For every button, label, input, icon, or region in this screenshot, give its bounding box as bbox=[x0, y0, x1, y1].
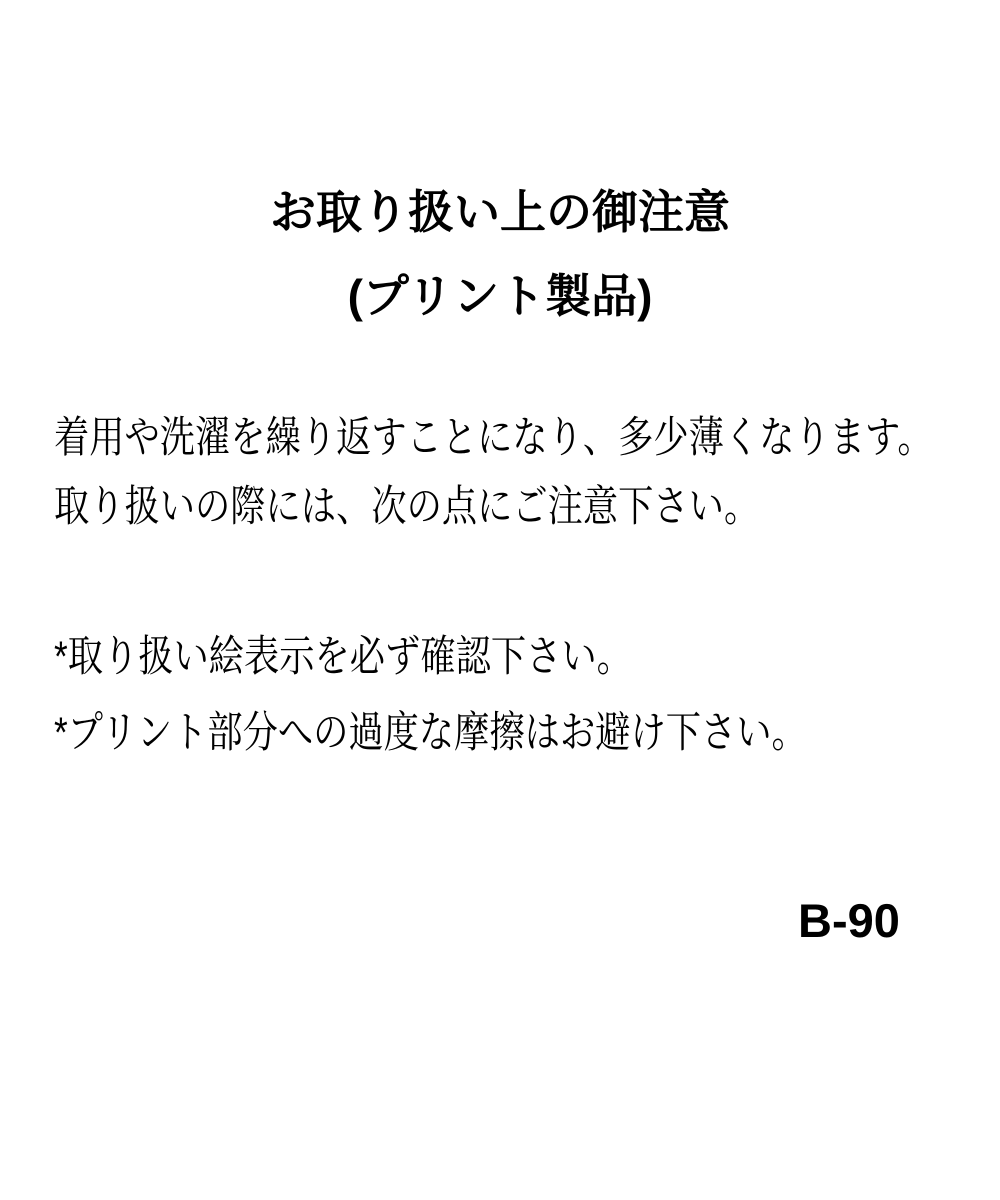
notice-title-line2: (プリント製品) bbox=[347, 270, 653, 322]
note-item-friction-warning: *プリント部分への過度な摩擦はお避け下さい。 bbox=[54, 709, 807, 757]
notice-title-line1: お取り扱い上の御注意 bbox=[270, 186, 730, 238]
note-item-care-symbols: *取り扱い絵表示を必ず確認下さい。 bbox=[54, 633, 632, 681]
intro-paragraph-line2: 取り扱いの際には、次の点にご注意下さい。 bbox=[54, 483, 760, 531]
intro-paragraph-line1: 着用や洗濯を繰り返すことになり、多少薄くなります。 bbox=[54, 414, 933, 462]
reference-code: B-90 bbox=[798, 894, 900, 947]
